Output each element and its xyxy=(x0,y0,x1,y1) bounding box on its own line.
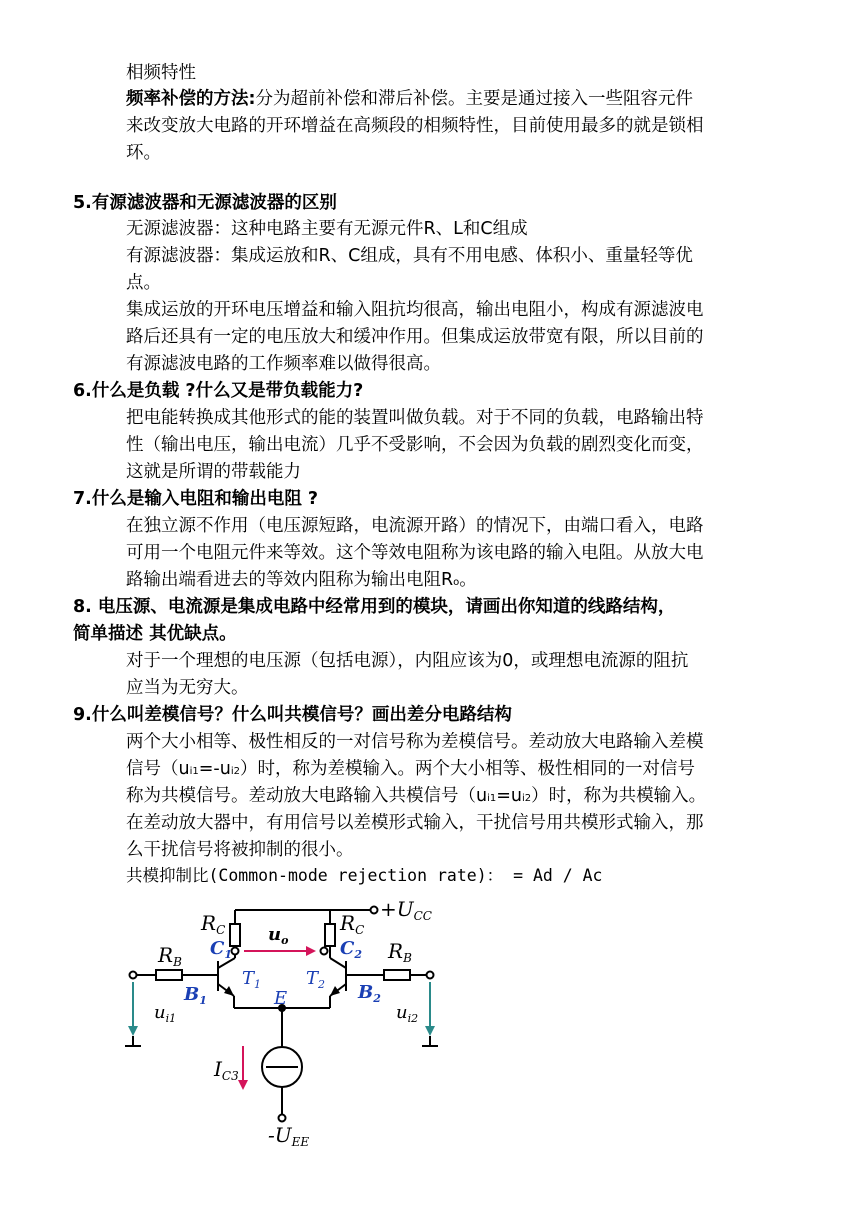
text-span: 信号（u xyxy=(126,759,190,779)
text-line: 路后还具有一定的电压放大和缓冲作用。但集成运放带宽有限，所以目前的 xyxy=(126,327,704,347)
differential-amplifier-diagram xyxy=(118,896,458,1149)
text-line: 无源滤波器：这种电路主要有无源元件R、L和C组成 xyxy=(126,219,528,239)
arrow-down-icon xyxy=(238,1080,248,1090)
label-t2: $T_2$ xyxy=(306,968,326,991)
label-rc-right: $R_C$ xyxy=(340,911,365,937)
text-line: 集成运放的开环电压增益和输入阻抗均很高，输出电阻小，构成有源滤波电 xyxy=(126,300,704,320)
text-line: 有源滤波电路的工作频率难以做得很高。 xyxy=(126,354,441,374)
text-line: 在独立源不作用（电压源短路，电流源开路）的情况下，由端口看入，电路 xyxy=(126,516,704,536)
label-c1: $C_1$ xyxy=(210,938,232,961)
arrow-right-icon xyxy=(306,946,316,956)
text-span: 。 xyxy=(459,570,477,590)
subscript: i1 xyxy=(189,766,199,777)
text-line: 点。 xyxy=(126,273,161,293)
label-rb-left: $R_B$ xyxy=(158,943,182,969)
text-line xyxy=(126,86,693,112)
text-line: 相频特性 xyxy=(126,63,196,83)
section-heading: 7.什么是输入电阻和输出电阻 ? xyxy=(73,489,319,509)
text-line: 把电能转换成其他形式的能的装置叫做负载。对于不同的负载，电路输出特 xyxy=(126,408,704,428)
cmrr-line: 共模抑制比(Common-mode rejection rate)： = Ad / Ac xyxy=(126,866,603,885)
text-span: ）时，称为差模输入。两个大小相等、极性相同的一对信号 xyxy=(239,759,695,779)
label-rb-right: $R_B$ xyxy=(388,939,412,965)
section-heading: 简单描述 其优缺点。 xyxy=(73,624,237,644)
text-span: =-u xyxy=(198,759,231,779)
text-span: 路输出端看进去的等效内阻称为输出电阻R xyxy=(126,570,454,590)
text-line: 可用一个电阻元件来等效。这个等效电阻称为该电路的输入电阻。从放大电 xyxy=(126,543,704,563)
text-line xyxy=(126,567,477,596)
text-line: 来改变放大电路的开环增益在高频段的相频特性，目前使用最多的就是锁相 xyxy=(126,116,704,136)
section-heading: 6.什么是负载 ?什么又是带负载能力? xyxy=(73,381,364,401)
text-line: 两个大小相等、极性相反的一对信号称为差模信号。差动放大电路输入差模 xyxy=(126,732,704,752)
text-line: 性（输出电压，输出电流）几乎不受影响，不会因为负载的剧烈变化而变， xyxy=(126,435,704,455)
text-line xyxy=(126,783,706,812)
label-rc-left: $R_C$ xyxy=(201,911,226,937)
label-ui1: $u_{i1}$ xyxy=(154,1002,177,1025)
text-line: 在差动放大器中，有用信号以差模形式输入，干扰信号用共模形式输入，那 xyxy=(126,813,704,833)
text-span: =u xyxy=(496,786,522,806)
text-line: 对于一个理想的电压源（包括电源），内阻应该为0，或理想电流源的阻抗 xyxy=(126,651,689,671)
section-heading: 8. 电压源、电流源是集成电路中经常用到的模块，请画出你知道的线路结构， xyxy=(73,597,676,617)
text-span: 称为共模信号。差动放大电路输入共模信号（u xyxy=(126,786,488,806)
label-uo: $u_o$ xyxy=(268,924,289,947)
text-line: 有源滤波器：集成运放和R、C组成，具有不用电感、体积小、重量轻等优 xyxy=(126,246,693,266)
subscript: i2 xyxy=(522,793,532,804)
subscript: o xyxy=(453,577,460,588)
subscript: i1 xyxy=(487,793,497,804)
label-ucc: $+U_{CC}$ xyxy=(380,897,432,923)
label-uee: $-U_{EE}$ xyxy=(268,1123,310,1149)
text-line: 这就是所谓的带载能力 xyxy=(126,462,301,482)
freq-comp-label: 频率补偿的方法: xyxy=(126,89,256,109)
label-ic3: $I_{C3}$ xyxy=(214,1057,239,1083)
label-c2: $C_2$ xyxy=(340,938,362,961)
text-line: 么干扰信号将被抑制的很小。 xyxy=(126,840,354,860)
text-line: 应当为无穷大。 xyxy=(126,678,249,698)
label-e: E xyxy=(274,988,288,1009)
label-b1: $B_1$ xyxy=(184,984,207,1007)
subscript: i2 xyxy=(230,766,240,777)
section-heading: 9.什么叫差模信号？什么叫共模信号？画出差分电路结构 xyxy=(73,705,512,725)
text-line: 环。 xyxy=(126,143,161,163)
emitter-arrow-icon xyxy=(224,986,234,996)
emitter-arrow-icon xyxy=(330,986,340,996)
arrow-down-icon xyxy=(128,1026,138,1036)
freq-comp-text: 分为超前补偿和滞后补偿。主要是通过接入一些阻容元件 xyxy=(255,89,693,109)
text-span: ）时，称为共模输入。 xyxy=(531,786,707,806)
label-b2: $B_2$ xyxy=(358,982,381,1005)
text-line xyxy=(126,756,695,785)
label-t1: $T_1$ xyxy=(242,968,262,991)
label-ui2: $u_{i2}$ xyxy=(396,1002,419,1025)
arrow-down-icon xyxy=(425,1026,435,1036)
section-heading: 5.有源滤波器和无源滤波器的区别 xyxy=(73,193,337,213)
